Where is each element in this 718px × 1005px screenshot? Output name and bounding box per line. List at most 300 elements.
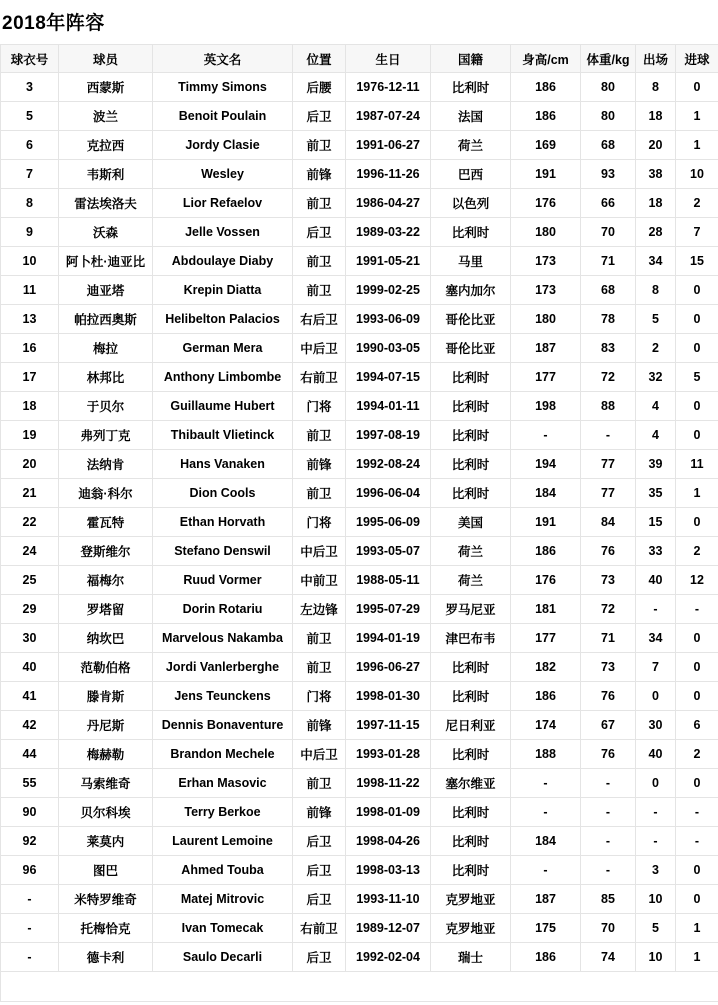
cell: 29 (1, 595, 59, 624)
cell: 1976-12-11 (346, 73, 431, 102)
cell: 1990-03-05 (346, 334, 431, 363)
page-title: 2018年阵容 (2, 13, 105, 34)
cell: - (676, 595, 718, 624)
cell: 76 (581, 682, 636, 711)
cell: 2 (676, 740, 718, 769)
cell: 雷法埃洛夫 (59, 189, 153, 218)
cell: 83 (581, 334, 636, 363)
cell: 3 (636, 856, 676, 885)
cell: 32 (636, 363, 676, 392)
cell: 176 (511, 566, 581, 595)
cell: 0 (676, 856, 718, 885)
cell: Dorin Rotariu (153, 595, 293, 624)
cell: Lior Refaelov (153, 189, 293, 218)
table-row (1, 102, 718, 131)
cell: 44 (1, 740, 59, 769)
cell: 韦斯利 (59, 160, 153, 189)
cell: 1998-03-13 (346, 856, 431, 885)
table-header (1, 45, 718, 73)
cell: 0 (676, 653, 718, 682)
cell: 1998-01-30 (346, 682, 431, 711)
cell: 0 (676, 885, 718, 914)
cell: 1993-05-07 (346, 537, 431, 566)
cell: 前卫 (293, 421, 346, 450)
table-row (1, 711, 718, 740)
cell: 8 (1, 189, 59, 218)
cell: 1989-12-07 (346, 914, 431, 943)
cell: Ivan Tomecak (153, 914, 293, 943)
cell: Erhan Masovic (153, 769, 293, 798)
table-row (1, 160, 718, 189)
cell: 0 (676, 392, 718, 421)
cell: 1997-11-15 (346, 711, 431, 740)
cell: 于贝尔 (59, 392, 153, 421)
cell: 林邦比 (59, 363, 153, 392)
cell: - (581, 769, 636, 798)
cell: 68 (581, 131, 636, 160)
cell: 72 (581, 363, 636, 392)
cell: 186 (511, 943, 581, 972)
cell: 34 (636, 247, 676, 276)
cell: 184 (511, 827, 581, 856)
column-header: 出场 (636, 45, 676, 73)
cell: 0 (676, 73, 718, 102)
cell: 38 (636, 160, 676, 189)
cell: 范勒伯格 (59, 653, 153, 682)
table-row (1, 653, 718, 682)
cell: 德卡利 (59, 943, 153, 972)
cell: 174 (511, 711, 581, 740)
cell: 181 (511, 595, 581, 624)
cell: Hans Vanaken (153, 450, 293, 479)
cell: 177 (511, 363, 581, 392)
cell: 0 (636, 682, 676, 711)
cell: 比利时 (431, 218, 511, 247)
cell: 比利时 (431, 740, 511, 769)
cell: Ethan Horvath (153, 508, 293, 537)
cell: 前卫 (293, 276, 346, 305)
cell: 西蒙斯 (59, 73, 153, 102)
cell: 18 (636, 189, 676, 218)
cell: 96 (1, 856, 59, 885)
cell: 1996-06-27 (346, 653, 431, 682)
cell: 1996-11-26 (346, 160, 431, 189)
cell: 沃森 (59, 218, 153, 247)
cell: 70 (581, 914, 636, 943)
cell: - (636, 827, 676, 856)
cell: 93 (581, 160, 636, 189)
cell: 11 (1, 276, 59, 305)
cell: 71 (581, 247, 636, 276)
cell: 17 (1, 363, 59, 392)
cell: 纳坎巴 (59, 624, 153, 653)
cell: 84 (581, 508, 636, 537)
cell: Terry Berkoe (153, 798, 293, 827)
cell: Marvelous Nakamba (153, 624, 293, 653)
cell: 20 (1, 450, 59, 479)
cell: 马里 (431, 247, 511, 276)
cell: 右前卫 (293, 363, 346, 392)
cell: - (511, 769, 581, 798)
cell: 177 (511, 624, 581, 653)
cell: 11 (676, 450, 718, 479)
table-row (1, 450, 718, 479)
cell: 梅拉 (59, 334, 153, 363)
cell: 前锋 (293, 798, 346, 827)
cell: 比利时 (431, 827, 511, 856)
cell: 78 (581, 305, 636, 334)
cell: 191 (511, 508, 581, 537)
cell: Krepin Diatta (153, 276, 293, 305)
cell: 美国 (431, 508, 511, 537)
table-row (1, 392, 718, 421)
cell: 5 (1, 102, 59, 131)
cell: 后卫 (293, 943, 346, 972)
table-body (1, 73, 718, 972)
cell: 13 (1, 305, 59, 334)
cell: 187 (511, 885, 581, 914)
cell: 1993-06-09 (346, 305, 431, 334)
cell: 5 (676, 363, 718, 392)
cell: 186 (511, 682, 581, 711)
cell: 以色列 (431, 189, 511, 218)
cell: 米特罗维奇 (59, 885, 153, 914)
cell: - (581, 421, 636, 450)
cell: 42 (1, 711, 59, 740)
roster-table (0, 44, 718, 1002)
cell: 梅赫勒 (59, 740, 153, 769)
cell: 前锋 (293, 450, 346, 479)
cell: - (511, 856, 581, 885)
cell: 186 (511, 102, 581, 131)
cell: 中后卫 (293, 334, 346, 363)
cell: 24 (1, 537, 59, 566)
cell: 2 (676, 537, 718, 566)
cell: 罗马尼亚 (431, 595, 511, 624)
cell: 28 (636, 218, 676, 247)
cell: 39 (636, 450, 676, 479)
column-header: 体重/kg (581, 45, 636, 73)
cell: 40 (1, 653, 59, 682)
cell: 法国 (431, 102, 511, 131)
cell: 前卫 (293, 653, 346, 682)
cell: Thibault Vlietinck (153, 421, 293, 450)
cell: 1986-04-27 (346, 189, 431, 218)
cell: 173 (511, 247, 581, 276)
cell: 16 (1, 334, 59, 363)
cell: 3 (1, 73, 59, 102)
cell: 津巴布韦 (431, 624, 511, 653)
table-row (1, 305, 718, 334)
cell: 右后卫 (293, 305, 346, 334)
cell: 169 (511, 131, 581, 160)
cell: 1 (676, 479, 718, 508)
cell: 0 (676, 624, 718, 653)
cell: 后卫 (293, 218, 346, 247)
cell: 荷兰 (431, 131, 511, 160)
table-row (1, 218, 718, 247)
cell: 1995-07-29 (346, 595, 431, 624)
column-header: 国籍 (431, 45, 511, 73)
cell: 35 (636, 479, 676, 508)
cell: 右前卫 (293, 914, 346, 943)
cell: 1993-01-28 (346, 740, 431, 769)
cell: Benoit Poulain (153, 102, 293, 131)
cell: 194 (511, 450, 581, 479)
table-row (1, 740, 718, 769)
cell: 7 (1, 160, 59, 189)
cell: 0 (676, 508, 718, 537)
cell: 66 (581, 189, 636, 218)
table-row (1, 508, 718, 537)
cell: 门将 (293, 392, 346, 421)
cell: 门将 (293, 682, 346, 711)
cell: Dennis Bonaventure (153, 711, 293, 740)
cell: 比利时 (431, 392, 511, 421)
cell: 30 (636, 711, 676, 740)
cell: 71 (581, 624, 636, 653)
cell: 5 (636, 914, 676, 943)
cell: 塞内加尔 (431, 276, 511, 305)
cell: 184 (511, 479, 581, 508)
cell: 比利时 (431, 653, 511, 682)
cell: 1998-04-26 (346, 827, 431, 856)
cell: 21 (1, 479, 59, 508)
cell: 186 (511, 73, 581, 102)
column-header: 英文名 (153, 45, 293, 73)
cell: - (581, 827, 636, 856)
cell: 8 (636, 276, 676, 305)
table-row (1, 189, 718, 218)
cell: 后卫 (293, 885, 346, 914)
cell: 76 (581, 537, 636, 566)
cell: 比利时 (431, 682, 511, 711)
table-row (1, 421, 718, 450)
cell: 68 (581, 276, 636, 305)
table-row (1, 943, 718, 972)
cell: - (1, 885, 59, 914)
cell: 前卫 (293, 769, 346, 798)
cell: - (1, 914, 59, 943)
cell: 15 (636, 508, 676, 537)
cell: - (636, 798, 676, 827)
cell: 7 (676, 218, 718, 247)
cell: 55 (1, 769, 59, 798)
cell: 1998-11-22 (346, 769, 431, 798)
table-row (1, 827, 718, 856)
cell: 克罗地亚 (431, 914, 511, 943)
cell: 比利时 (431, 450, 511, 479)
cell: 比利时 (431, 479, 511, 508)
cell: 77 (581, 479, 636, 508)
cell: 罗塔留 (59, 595, 153, 624)
cell: 1 (676, 914, 718, 943)
cell: 哥伦比亚 (431, 305, 511, 334)
cell: 0 (676, 334, 718, 363)
cell: Ahmed Touba (153, 856, 293, 885)
cell: 丹尼斯 (59, 711, 153, 740)
cell: 0 (676, 682, 718, 711)
cell: Jordy Clasie (153, 131, 293, 160)
cell: 180 (511, 305, 581, 334)
cell: - (581, 798, 636, 827)
cell: 克罗地亚 (431, 885, 511, 914)
cell: 弗列丁克 (59, 421, 153, 450)
cell: 前卫 (293, 479, 346, 508)
cell: 1994-07-15 (346, 363, 431, 392)
table-row (1, 73, 718, 102)
cell: 中后卫 (293, 537, 346, 566)
cell: 0 (676, 276, 718, 305)
cell: 1999-02-25 (346, 276, 431, 305)
cell: Saulo Decarli (153, 943, 293, 972)
cell: Brandon Mechele (153, 740, 293, 769)
cell: 80 (581, 102, 636, 131)
cell: 1996-06-04 (346, 479, 431, 508)
cell: 福梅尔 (59, 566, 153, 595)
cell: - (511, 421, 581, 450)
cell: 荷兰 (431, 566, 511, 595)
cell: 2 (676, 189, 718, 218)
column-header: 生日 (346, 45, 431, 73)
cell: Jordi Vanlerberghe (153, 653, 293, 682)
cell: 波兰 (59, 102, 153, 131)
column-header: 球衣号 (1, 45, 59, 73)
cell: 1992-08-24 (346, 450, 431, 479)
cell: Laurent Lemoine (153, 827, 293, 856)
cell: 180 (511, 218, 581, 247)
table-row (1, 363, 718, 392)
cell: 比利时 (431, 73, 511, 102)
cell: Stefano Denswil (153, 537, 293, 566)
cell: 1992-02-04 (346, 943, 431, 972)
cell: 1994-01-11 (346, 392, 431, 421)
cell: 4 (636, 392, 676, 421)
cell: 托梅恰克 (59, 914, 153, 943)
cell: 1 (676, 102, 718, 131)
cell: 尼日利亚 (431, 711, 511, 740)
cell: 1993-11-10 (346, 885, 431, 914)
cell: 7 (636, 653, 676, 682)
cell: German Mera (153, 334, 293, 363)
cell: 8 (636, 73, 676, 102)
cell: 1997-08-19 (346, 421, 431, 450)
cell: 25 (1, 566, 59, 595)
cell: 10 (636, 885, 676, 914)
footer-blank-cell (1, 972, 718, 1002)
cell: 6 (676, 711, 718, 740)
cell: 77 (581, 450, 636, 479)
cell: 15 (676, 247, 718, 276)
cell: 70 (581, 218, 636, 247)
cell: - (676, 827, 718, 856)
table-row (1, 682, 718, 711)
header-row (1, 45, 718, 73)
cell: - (581, 856, 636, 885)
cell: 173 (511, 276, 581, 305)
cell: 19 (1, 421, 59, 450)
cell: 1991-05-21 (346, 247, 431, 276)
cell: 比利时 (431, 363, 511, 392)
cell: 瑞士 (431, 943, 511, 972)
cell: 41 (1, 682, 59, 711)
cell: 0 (636, 769, 676, 798)
cell: - (676, 798, 718, 827)
cell: 1987-07-24 (346, 102, 431, 131)
column-header: 进球 (676, 45, 718, 73)
cell: Jelle Vossen (153, 218, 293, 247)
cell: 登斯维尔 (59, 537, 153, 566)
cell: 18 (1, 392, 59, 421)
cell: 92 (1, 827, 59, 856)
cell: 滕肯斯 (59, 682, 153, 711)
cell: 阿卜杜·迪亚比 (59, 247, 153, 276)
column-header: 位置 (293, 45, 346, 73)
cell: Anthony Limbombe (153, 363, 293, 392)
cell: 1 (676, 131, 718, 160)
table-row (1, 479, 718, 508)
table-row (1, 131, 718, 160)
cell: Helibelton Palacios (153, 305, 293, 334)
cell: 34 (636, 624, 676, 653)
cell: 莱莫内 (59, 827, 153, 856)
table-row (1, 537, 718, 566)
cell: 马索维奇 (59, 769, 153, 798)
cell: 门将 (293, 508, 346, 537)
cell: - (636, 595, 676, 624)
cell: 182 (511, 653, 581, 682)
cell: 1988-05-11 (346, 566, 431, 595)
column-header: 球员 (59, 45, 153, 73)
cell: 比利时 (431, 421, 511, 450)
cell: 左边锋 (293, 595, 346, 624)
cell: Guillaume Hubert (153, 392, 293, 421)
cell: 85 (581, 885, 636, 914)
cell: 40 (636, 566, 676, 595)
cell: 1991-06-27 (346, 131, 431, 160)
cell: 33 (636, 537, 676, 566)
cell: 塞尔维亚 (431, 769, 511, 798)
cell: 198 (511, 392, 581, 421)
cell: 22 (1, 508, 59, 537)
table-row (1, 885, 718, 914)
cell: 76 (581, 740, 636, 769)
cell: Matej Mitrovic (153, 885, 293, 914)
cell: 法纳肯 (59, 450, 153, 479)
cell: Dion Cools (153, 479, 293, 508)
cell: 1995-06-09 (346, 508, 431, 537)
cell: 前锋 (293, 160, 346, 189)
cell: 12 (676, 566, 718, 595)
cell: 荷兰 (431, 537, 511, 566)
cell: 后卫 (293, 827, 346, 856)
cell: Ruud Vormer (153, 566, 293, 595)
cell: 187 (511, 334, 581, 363)
cell: 后卫 (293, 856, 346, 885)
cell: 188 (511, 740, 581, 769)
cell: Abdoulaye Diaby (153, 247, 293, 276)
cell: - (511, 798, 581, 827)
cell: 73 (581, 653, 636, 682)
cell: 后卫 (293, 102, 346, 131)
cell: 72 (581, 595, 636, 624)
cell: 175 (511, 914, 581, 943)
cell: 88 (581, 392, 636, 421)
cell: 176 (511, 189, 581, 218)
cell: 9 (1, 218, 59, 247)
table-row (1, 856, 718, 885)
cell: 霍瓦特 (59, 508, 153, 537)
